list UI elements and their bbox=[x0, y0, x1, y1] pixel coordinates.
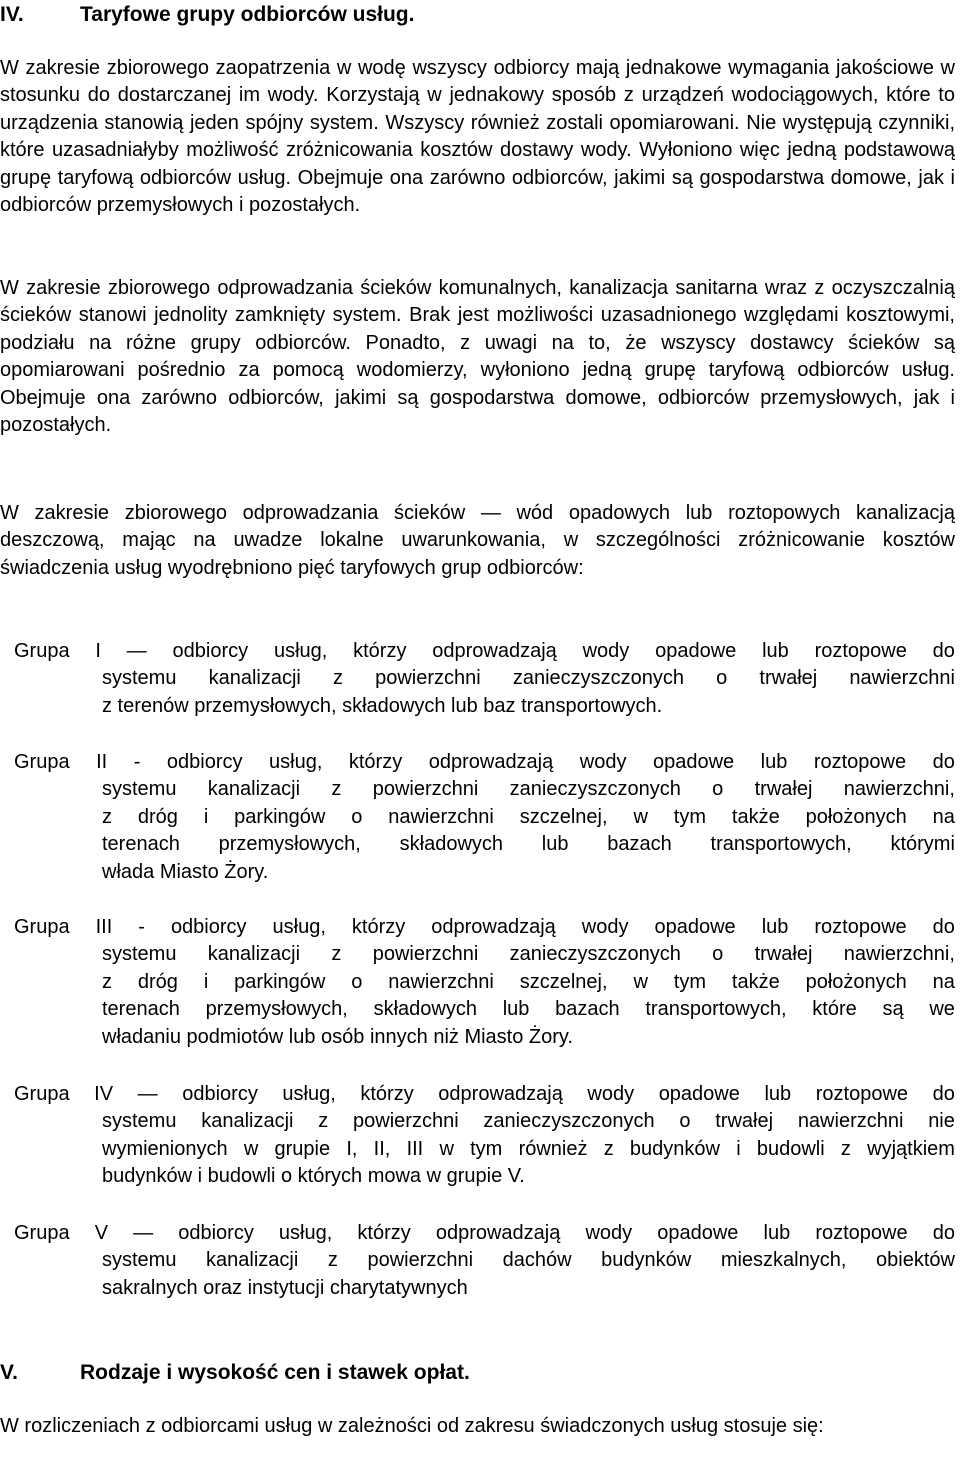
group-line: systemu kanalizacji z powierzchni zanieczyszczonych o trwałej nawierzchni bbox=[102, 667, 955, 690]
tariff-group-iv bbox=[14, 1081, 955, 1191]
group-line: Grupa II - odbiorcy usług, którzy odprowadzają wody opadowe lub roztopowe do bbox=[14, 751, 955, 773]
group-line: systemu kanalizacji z powierzchni dachów budynków mieszkalnych, obiektów bbox=[102, 1249, 955, 1272]
tariff-group-iii bbox=[14, 914, 955, 1051]
section-heading-v bbox=[0, 1359, 470, 1386]
group-line: systemu kanalizacji z powierzchni zanieczyszczonych o trwałej nawierzchni, bbox=[102, 943, 955, 966]
group-line: z dróg i parkingów o nawierzchni szczelnej, w tym także położonych na bbox=[102, 805, 955, 828]
group-line: Grupa IV — odbiorcy usług, którzy odprowadzają wody opadowe lub roztopowe do bbox=[14, 1083, 955, 1105]
group-lines bbox=[14, 914, 955, 1051]
paragraph-rainwater: W zakresie zbiorowego odprowadzania ścieków — wód opadowych lub roztopowych kanalizacją deszczową, mając na uwadze lokalne uwarunkowania, w szczególności zróżnicowanie kosztów świadczenia usług wyodrębniono pięć taryfowych grup odbiorców: bbox=[0, 502, 955, 579]
group-line: Grupa V — odbiorcy usług, którzy odprowadzają wody opadowe lub roztopowe do bbox=[14, 1222, 955, 1244]
group-line: z dróg i parkingów o nawierzchni szczelnej, w tym także położonych na bbox=[102, 970, 955, 993]
group-line: sakralnych oraz instytucji charytatywnych bbox=[102, 1276, 468, 1299]
group-line: terenach przemysłowych, składowych lub bazach transportowych, które są we bbox=[102, 998, 955, 1021]
group-line: z terenów przemysłowych, składowych lub baz transportowych. bbox=[102, 694, 663, 717]
group-line: Grupa I — odbiorcy usług, którzy odprowadzają wody opadowe lub roztopowe do bbox=[14, 640, 955, 662]
section-number: V. bbox=[0, 1361, 18, 1384]
paragraph-water-supply: W zakresie zbiorowego zaopatrzenia w wodę wszyscy odbiorcy mają jednakowe wymagania jakościowe w stosunku do dostarczanej im wody. Korzystają w jednakowy sposób z urządzeń wodociągowych, które to urządzenia stanowią jeden spójny system. Wszyscy również zostali opomiarowani. Nie występują czynniki, które uzasadniałyby możliwość zróżnicowania kosztów dostawy wody. Wyłoniono więc jedną podstawową grupę taryfową odbiorców usług. Obejmuje ona zarówno odbiorców, jakimi są gospodarstwa domowe, jak i odbiorców przemysłowych i pozostałych. bbox=[0, 57, 955, 217]
tariff-group-i bbox=[14, 638, 955, 720]
tariff-group-ii bbox=[14, 749, 955, 886]
paragraph-sewage: W zakresie zbiorowego odprowadzania ścieków komunalnych, kanalizacja sanitarna wraz z oczyszczalnią ścieków stanowi jednolity zamknięty system. Brak jest możliwości uzasadnionego względami kosztowymi, podziału na różne grupy odbiorców. Ponadto, z uwagi na to, że wszyscy dostawcy ścieków są opomiarowani pośrednio za pomocą wodomierzy, wyłoniono jedną grupę taryfową odbiorców usług. Obejmuje ona zarówno odbiorców, jakimi są gospodarstwa domowe, odbiorców przemysłowych, jak i pozostałych. bbox=[0, 277, 955, 437]
section-heading-iv bbox=[0, 1, 414, 28]
group-lines bbox=[14, 1081, 955, 1191]
group-line: systemu kanalizacji z powierzchni zanieczyszczonych o trwałej nawierzchni, bbox=[102, 778, 955, 801]
group-line: władaniu podmiotów lub osób innych niż Miasto Żory. bbox=[102, 1025, 573, 1048]
group-lines bbox=[14, 749, 955, 886]
tariff-group-v bbox=[14, 1220, 955, 1302]
group-line: budynków i budowli o których mowa w grupie V. bbox=[102, 1165, 525, 1188]
paragraph-closing: W rozliczeniach z odbiorcami usług w zależności od zakresu świadczonych usług stosuje się: bbox=[0, 1415, 824, 1437]
section-number: IV. bbox=[0, 3, 24, 26]
group-line: terenach przemysłowych, składowych lub bazach transportowych, którymi bbox=[102, 833, 955, 856]
group-line: systemu kanalizacji z powierzchni zanieczyszczonych o trwałej nawierzchni nie bbox=[102, 1110, 955, 1133]
group-line: Grupa III - odbiorcy usług, którzy odprowadzają wody opadowe lub roztopowe do bbox=[14, 916, 955, 938]
group-lines bbox=[14, 638, 955, 720]
section-title: Rodzaje i wysokość cen i stawek opłat. bbox=[80, 1361, 470, 1384]
group-lines bbox=[14, 1220, 955, 1302]
group-line: wymienionych w grupie I, II, III w tym również z budynków i budowli z wyjątkiem bbox=[102, 1137, 955, 1160]
section-title: Taryfowe grupy odbiorców usług. bbox=[80, 3, 415, 26]
group-line: włada Miasto Żory. bbox=[102, 860, 269, 883]
